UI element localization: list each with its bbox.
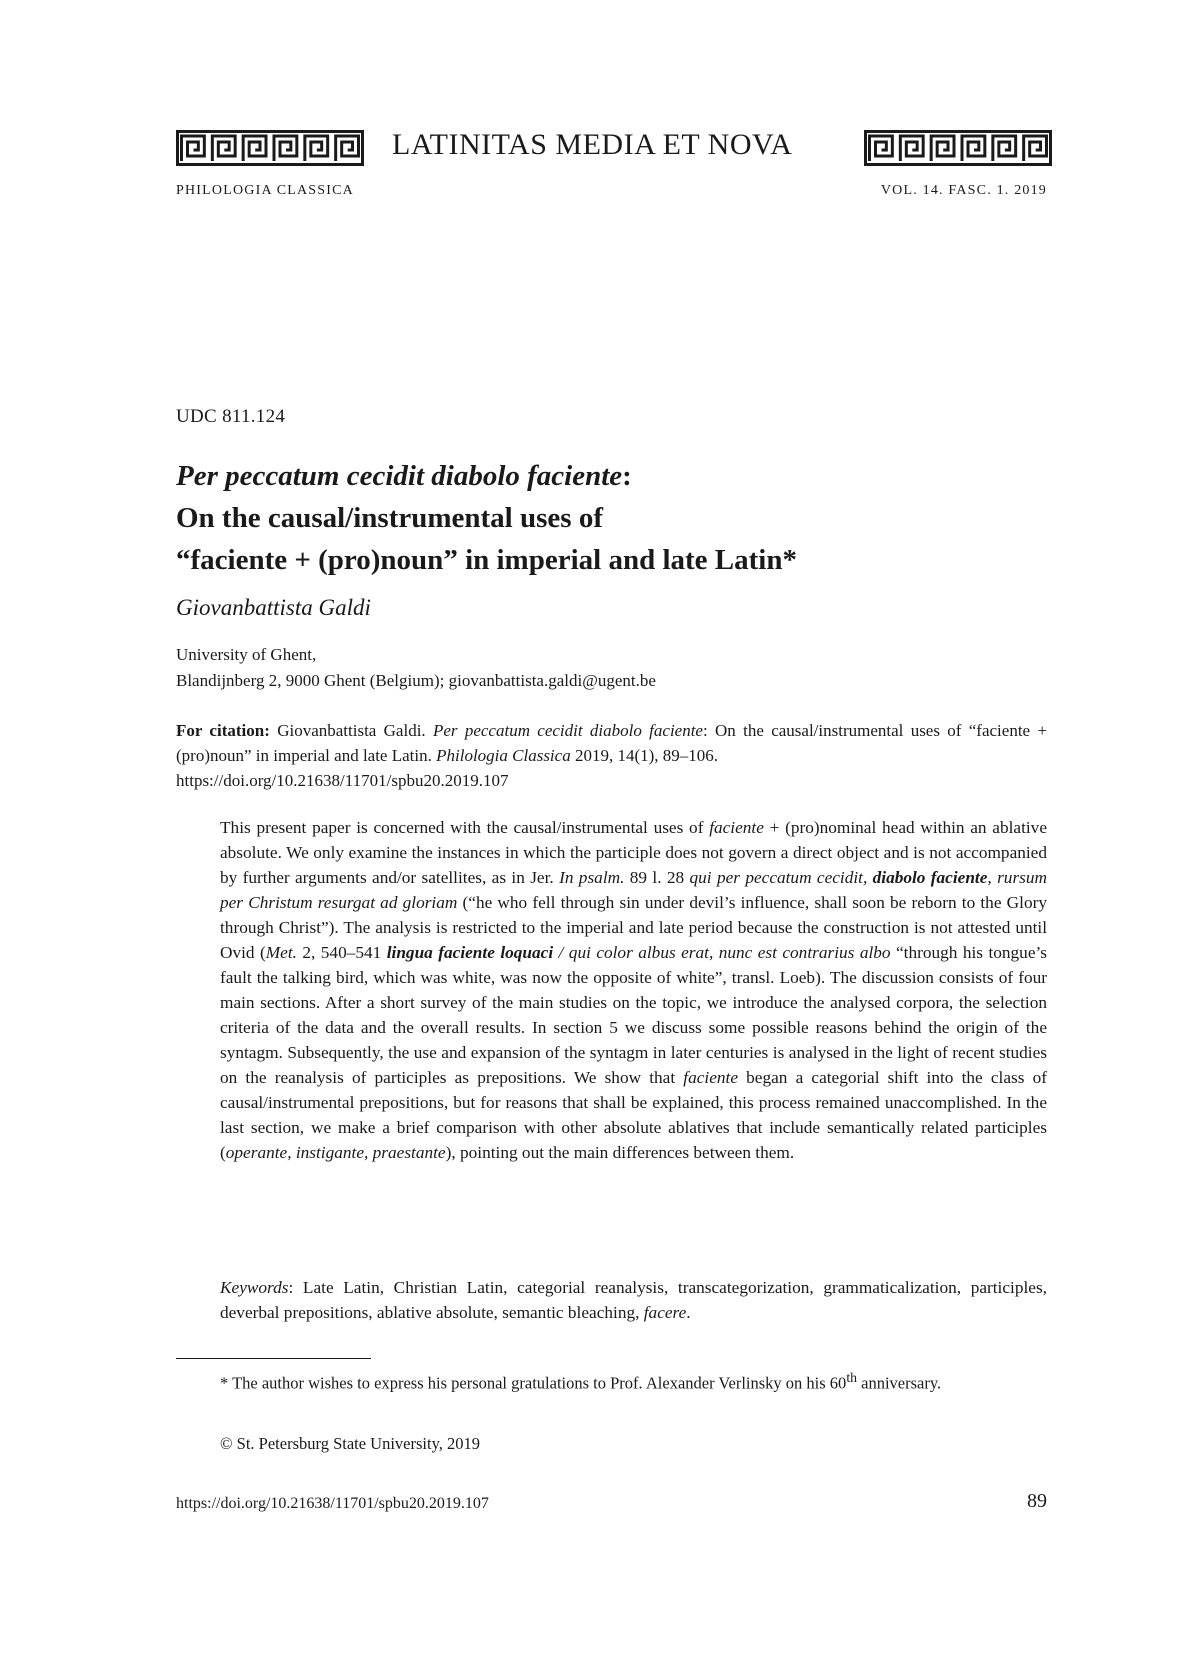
- journal-series-name: PHILOLOGIA CLASSICA: [176, 183, 354, 198]
- copyright-notice: © St. Petersburg State University, 2019: [220, 1434, 481, 1453]
- author-name: Giovanbattista Galdi: [176, 595, 371, 620]
- footer-doi-link[interactable]: https://doi.org/10.21638/11701/spbu20.2019.107: [176, 1495, 489, 1512]
- affiliation: [176, 642, 656, 694]
- greek-key-ornament-right: [864, 130, 1052, 166]
- affiliation-line-2: Blandijnberg 2, 9000 Ghent (Belgium); giovanbattista.galdi@ugent.be: [176, 671, 656, 690]
- title-line-1: Per peccatum cecidit diabolo faciente:: [176, 460, 632, 492]
- footnote-divider: [176, 1358, 371, 1359]
- title-italic-part: Per peccatum cecidit diabolo faciente: [176, 460, 623, 492]
- volume-issue-info: VOL. 14. FASC. 1. 2019: [880, 183, 1047, 198]
- citation-block: For citation: Giovanbattista Galdi. Per peccatum cecidit diabolo faciente: On the causal/instrumental uses of “faciente + (pro)noun” in imperial and late Latin. Philologia Classica 2019, 14(1), 89–106. https://doi.org/10.21638/11701/spbu20.2019.107: [176, 721, 1047, 790]
- citation-label: For citation:: [176, 721, 270, 740]
- journal-title: LATINITAS MEDIA ET NOVA: [392, 128, 793, 161]
- page-number: 89: [1027, 1490, 1047, 1512]
- title-line-3: “faciente + (pro)noun” in imperial and late Latin*: [176, 544, 797, 576]
- footnote: * The author wishes to express his personal gratulations to Prof. Alexander Verlinsky on his 60th anniversary.: [220, 1370, 942, 1393]
- keywords-label: Keywords: [220, 1278, 289, 1297]
- udc-code: UDC 811.124: [176, 406, 286, 427]
- keywords: Keywords: Late Latin, Christian Latin, categorial reanalysis, transcategorization, grammaticalization, participles, deverbal prepositions, ablative absolute, semantic bleaching, facere.: [220, 1278, 1047, 1322]
- greek-key-ornament-left: [176, 130, 364, 166]
- affiliation-line-1: University of Ghent,: [176, 645, 317, 664]
- article-title: [176, 455, 1056, 581]
- citation-doi-link[interactable]: https://doi.org/10.21638/11701/spbu20.2019.107: [176, 771, 509, 790]
- title-line-2: On the causal/instrumental uses of: [176, 502, 603, 534]
- abstract: This present paper is concerned with the causal/instrumental uses of faciente + (pro)nominal head within an ablative absolute. We only examine the instances in which the participle does not govern a direct object and is not accompanied by further arguments and/or satellites, as in Jer. In psalm. 89 l. 28 qui per peccatum cecidit, diabolo faciente, rursum per Christum resurgat ad gloriam (“he who fell through sin under devil’s influence, shall soon be reborn to the Glory through Christ”). The analysis is restricted to the imperial and late period because the construction is not attested until Ovid (Met. 2, 540–541 lingua faciente loquaci / qui color albus erat, nunc est contrarius albo “through his tongue’s fault the talking bird, which was white, was now the opposite of white”, transl. Loeb). The discussion consists of four main sections. After a short survey of the main studies on the topic, we introduce the analysed corpora, the selection criteria of the data and the overall results. In section 5 we discuss some possible reasons behind the origin of the syntagm. Subsequently, the use and expansion of the syntagm in later centuries is analysed in the light of recent studies on the reanalysis of participles as prepositions. We show that faciente began a categorial shift into the class of causal/instrumental prepositions, but for reasons that shall be explained, this process remained unaccomplished. In the last section, we make a brief comparison with other absolute ablatives that include semantically related participles (operante, instigante, praestante), pointing out the main differences between them.: [220, 818, 1048, 1162]
